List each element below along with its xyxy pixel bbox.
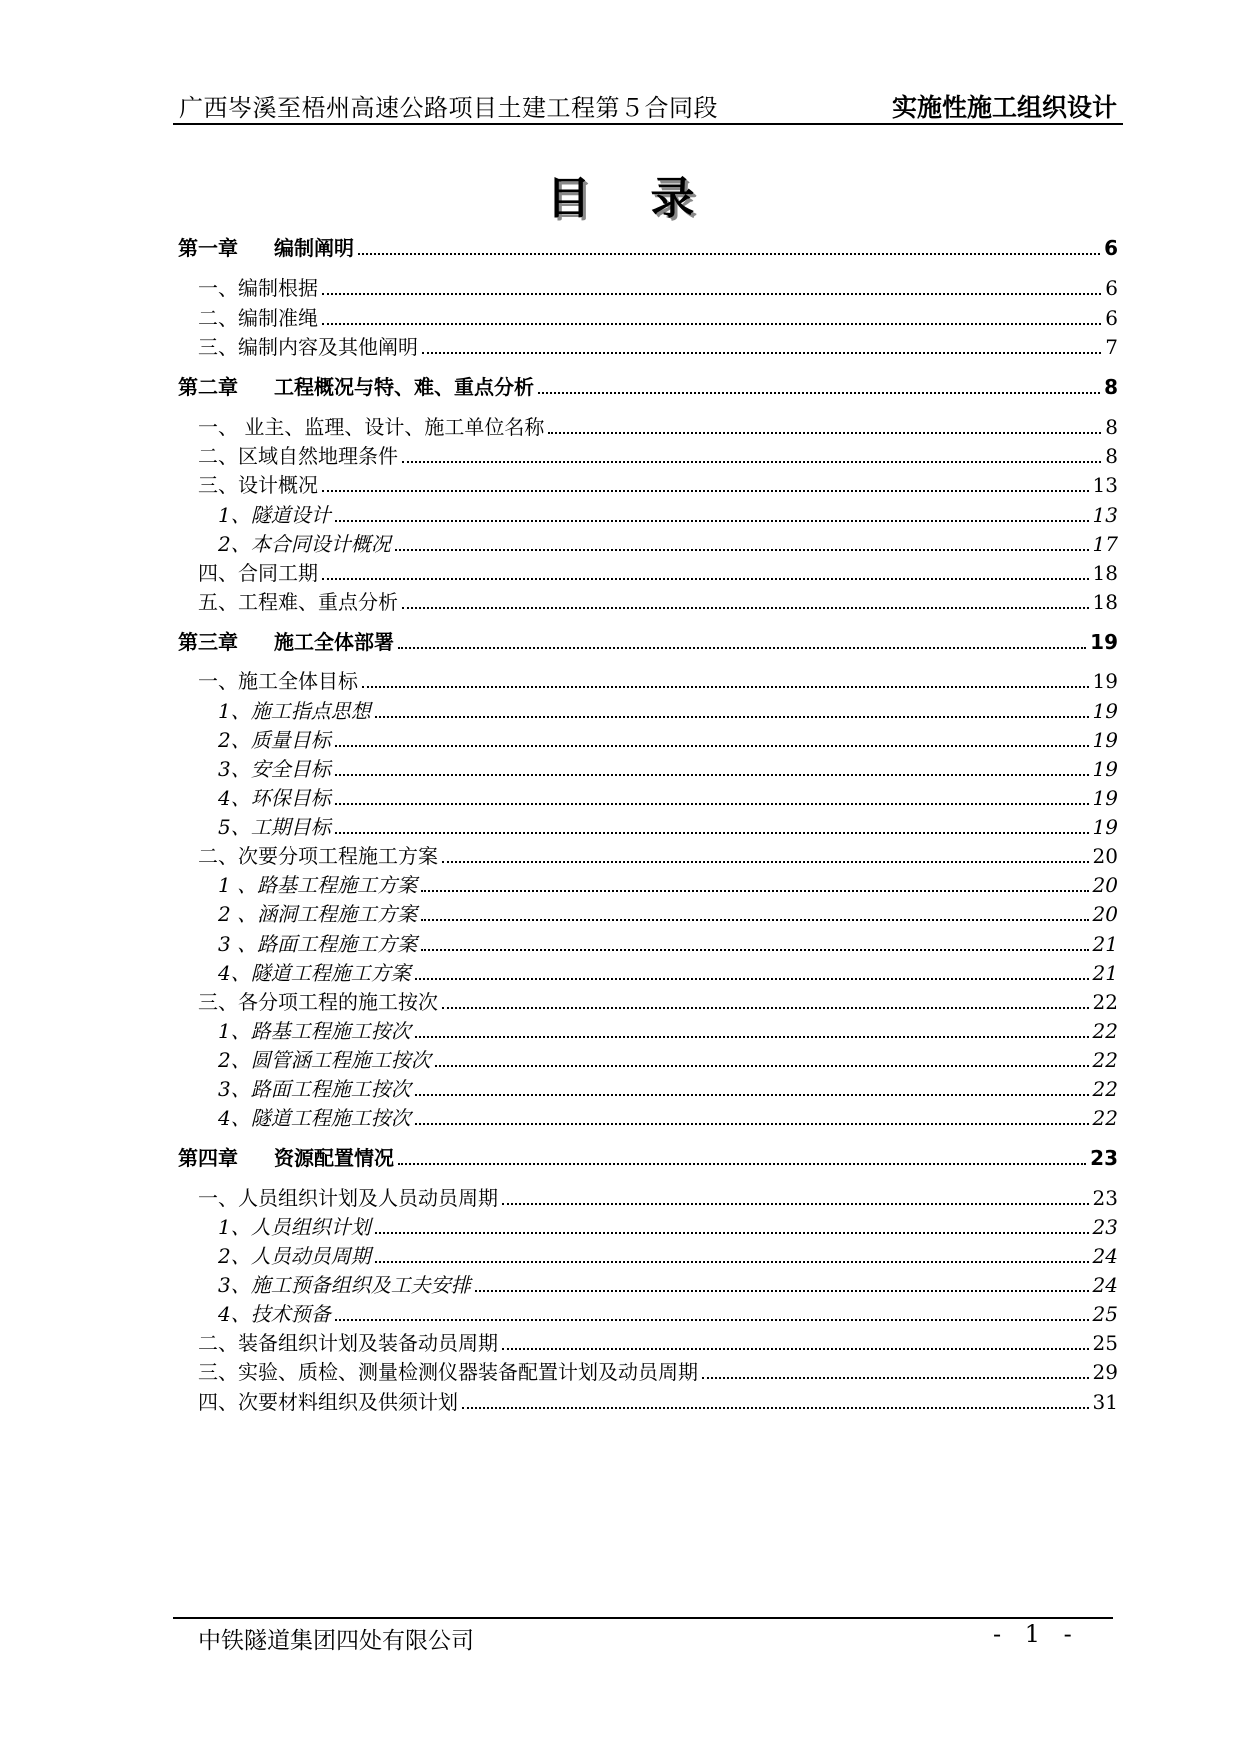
toc-leader-dots bbox=[502, 1347, 1089, 1350]
toc-leader-dots bbox=[415, 1093, 1089, 1096]
toc-leader-dots bbox=[322, 489, 1089, 492]
toc-leader-dots bbox=[335, 831, 1089, 834]
toc-entry-section[interactable] bbox=[178, 1386, 1118, 1414]
toc-entry-item[interactable] bbox=[178, 898, 1118, 926]
toc-page-number: 29 bbox=[1092, 1360, 1118, 1384]
toc-entry-label: 4、隧道工程施工方案 bbox=[218, 961, 411, 985]
toc-chapter-number: 第四章 bbox=[178, 1146, 238, 1170]
toc-entry-label: 三、各分项工程的施工按次 bbox=[198, 990, 438, 1014]
page-title: 目录 bbox=[546, 173, 755, 224]
toc-entry-label bbox=[178, 1146, 394, 1170]
toc-leader-dots bbox=[322, 292, 1101, 295]
toc-entry-label: 1 、路基工程施工方案 bbox=[218, 873, 418, 897]
toc-page-number: 18 bbox=[1092, 561, 1118, 585]
toc-page-number: 18 bbox=[1092, 590, 1118, 614]
toc-leader-dots bbox=[335, 744, 1089, 747]
toc-chapter-title: 资源配置情况 bbox=[274, 1146, 394, 1170]
toc-leader-dots bbox=[415, 977, 1089, 980]
toc-leader-dots bbox=[335, 773, 1089, 776]
toc-entry-label: 三、设计概况 bbox=[198, 473, 318, 497]
toc-entry-label: 二、装备组织计划及装备动员周期 bbox=[198, 1331, 498, 1355]
toc-entry-section[interactable] bbox=[178, 302, 1118, 330]
toc-entry-label: 2、人员动员周期 bbox=[218, 1244, 371, 1268]
toc-entry-label: 三、编制内容及其他阐明 bbox=[198, 335, 418, 359]
toc-entry-item[interactable] bbox=[178, 1044, 1118, 1072]
toc-entry-label: 3、施工预备组织及工夫安排 bbox=[218, 1273, 471, 1297]
toc-entry-label: 2、质量目标 bbox=[218, 728, 331, 752]
toc-page-number: 20 bbox=[1092, 873, 1118, 897]
toc-leader-dots bbox=[375, 715, 1089, 718]
toc-page-number: 22 bbox=[1092, 1077, 1118, 1101]
toc-page-number: 19 bbox=[1092, 815, 1118, 839]
toc-entry-label: 一、 业主、监理、设计、施工单位名称 bbox=[198, 415, 545, 439]
toc-leader-dots bbox=[442, 1006, 1089, 1009]
toc-entry-section[interactable] bbox=[178, 1327, 1118, 1355]
toc-entry-section[interactable] bbox=[178, 411, 1118, 439]
toc-page-number: 23 bbox=[1090, 1146, 1118, 1170]
toc-entry-label: 一、编制根据 bbox=[198, 276, 318, 300]
toc-entry-section[interactable] bbox=[178, 331, 1118, 359]
toc-page-number: 6 bbox=[1105, 276, 1118, 300]
toc-entry-label: 一、施工全体目标 bbox=[198, 669, 358, 693]
toc-entry-label: 1、路基工程施工按次 bbox=[218, 1019, 411, 1043]
toc-entry-item[interactable] bbox=[178, 528, 1118, 556]
toc-entry-label: 二、区域自然地理条件 bbox=[198, 444, 398, 468]
toc-leader-dots bbox=[402, 606, 1089, 609]
toc-page-number: 22 bbox=[1092, 1048, 1118, 1072]
toc-entry-label: 四、次要材料组织及供须计划 bbox=[198, 1390, 458, 1414]
toc-chapter-title: 施工全体部署 bbox=[274, 630, 394, 654]
toc-entry-label: 3、安全目标 bbox=[218, 757, 331, 781]
toc-entry-label: 2 、涵洞工程施工方案 bbox=[218, 902, 418, 926]
toc-entry-section[interactable] bbox=[178, 586, 1118, 614]
toc-page-number: 6 bbox=[1105, 306, 1118, 330]
toc-leader-dots bbox=[421, 948, 1088, 951]
toc-leader-dots bbox=[335, 802, 1089, 805]
toc-page-number: 19 bbox=[1092, 669, 1118, 693]
toc-leader-dots bbox=[538, 391, 1100, 394]
toc-chapter-title: 工程概况与特、难、重点分析 bbox=[274, 375, 534, 399]
toc-entry-section[interactable] bbox=[178, 840, 1118, 868]
toc-page-number: 8 bbox=[1104, 375, 1118, 399]
toc-entry-label: 4、技术预备 bbox=[218, 1302, 331, 1326]
toc-entry-item[interactable] bbox=[178, 957, 1118, 985]
toc-page-number: 31 bbox=[1092, 1390, 1118, 1414]
toc-entry-item[interactable] bbox=[178, 724, 1118, 752]
toc-page-number: 25 bbox=[1092, 1331, 1118, 1355]
toc-entry-label: 二、编制准绳 bbox=[198, 306, 318, 330]
toc-leader-dots bbox=[398, 646, 1086, 649]
toc-page-number: 22 bbox=[1092, 1019, 1118, 1043]
toc-entry-label: 一、人员组织计划及人员动员周期 bbox=[198, 1186, 498, 1210]
footer-company: 中铁隧道集团四处有限公司 bbox=[198, 1628, 474, 1654]
toc-entry-item[interactable] bbox=[178, 811, 1118, 839]
toc-entry-label: 1、施工指点思想 bbox=[218, 699, 371, 723]
toc-leader-dots bbox=[322, 322, 1101, 325]
toc-entry-item[interactable] bbox=[178, 1102, 1118, 1130]
toc-entry-item[interactable] bbox=[178, 1240, 1118, 1268]
toc-entry-section[interactable] bbox=[178, 986, 1118, 1014]
toc-page-number: 19 bbox=[1092, 757, 1118, 781]
toc-entry-label: 5、工期目标 bbox=[218, 815, 331, 839]
toc-page-number: 22 bbox=[1092, 990, 1118, 1014]
toc-chapter-number: 第三章 bbox=[178, 630, 238, 654]
toc-entry-label: 四、合同工期 bbox=[198, 561, 318, 585]
toc-page-number: 19 bbox=[1090, 630, 1118, 654]
toc-entry-label: 五、工程难、重点分析 bbox=[198, 590, 398, 614]
page-header bbox=[173, 88, 1123, 124]
toc-leader-dots bbox=[402, 460, 1101, 463]
toc-chapter-number: 第二章 bbox=[178, 375, 238, 399]
toc-entry-item[interactable] bbox=[178, 928, 1118, 956]
toc-page-number: 19 bbox=[1092, 728, 1118, 752]
toc-leader-dots bbox=[421, 918, 1088, 921]
toc-entry-section[interactable] bbox=[178, 272, 1118, 300]
toc-leader-dots bbox=[322, 577, 1089, 580]
toc-entry-section[interactable] bbox=[178, 440, 1118, 468]
toc-entry-item[interactable] bbox=[178, 1298, 1118, 1326]
toc-page-number: 19 bbox=[1092, 786, 1118, 810]
header-document-type: 实施性施工组织设计 bbox=[891, 93, 1117, 122]
toc-entry-item[interactable] bbox=[178, 499, 1118, 527]
header-project-name: 广西岑溪至梧州高速公路项目土建工程第５合同段 bbox=[179, 94, 718, 122]
toc-chapter-number: 第一章 bbox=[178, 236, 238, 260]
toc-entry-label: 三、实验、质检、测量检测仪器装备配置计划及动员周期 bbox=[198, 1360, 698, 1384]
toc-entry-label bbox=[178, 375, 534, 399]
footer-page-number: - 1 - bbox=[993, 1620, 1080, 1648]
toc-entry-label: 3 、路面工程施工方案 bbox=[218, 932, 418, 956]
toc-leader-dots bbox=[502, 1202, 1089, 1205]
toc-leader-dots bbox=[442, 860, 1089, 863]
toc-page-number: 8 bbox=[1105, 444, 1118, 468]
toc-page-number: 19 bbox=[1092, 699, 1118, 723]
toc-leader-dots bbox=[421, 889, 1088, 892]
toc-entry-section[interactable] bbox=[178, 469, 1118, 497]
toc-page-number: 7 bbox=[1105, 335, 1118, 359]
toc-entry-item[interactable] bbox=[178, 695, 1118, 723]
toc-entry-label: 二、次要分项工程施工方案 bbox=[198, 844, 438, 868]
toc-entry-item[interactable] bbox=[178, 1073, 1118, 1101]
toc-leader-dots bbox=[702, 1376, 1089, 1379]
toc-leader-dots bbox=[335, 519, 1089, 522]
toc-page-number: 20 bbox=[1092, 902, 1118, 926]
toc-entry-section[interactable] bbox=[178, 1182, 1118, 1210]
toc-entry-chapter[interactable] bbox=[178, 371, 1118, 399]
toc-leader-dots bbox=[422, 351, 1101, 354]
toc-page-number: 24 bbox=[1092, 1244, 1118, 1268]
toc-leader-dots bbox=[395, 548, 1089, 551]
toc-page-number: 6 bbox=[1104, 236, 1118, 260]
toc-leader-dots bbox=[358, 252, 1100, 255]
toc-page-number: 21 bbox=[1092, 961, 1118, 985]
toc-page-number: 13 bbox=[1092, 473, 1118, 497]
toc-page-number: 17 bbox=[1092, 532, 1118, 556]
toc-page-number: 25 bbox=[1092, 1302, 1118, 1326]
toc-page-number: 23 bbox=[1092, 1215, 1118, 1239]
toc-page-number: 24 bbox=[1092, 1273, 1118, 1297]
toc-leader-dots bbox=[398, 1162, 1086, 1165]
toc-entry-item[interactable] bbox=[178, 782, 1118, 810]
toc-entry-label: 4、环保目标 bbox=[218, 786, 331, 810]
toc-leader-dots bbox=[462, 1406, 1089, 1409]
toc-entry-item[interactable] bbox=[178, 1269, 1118, 1297]
toc-entry-chapter[interactable] bbox=[178, 232, 1118, 260]
footer-rule bbox=[173, 1617, 1113, 1619]
toc-entry-label: 1、隧道设计 bbox=[218, 503, 331, 527]
toc-entry-label: 2、本合同设计概况 bbox=[218, 532, 391, 556]
toc-entry-item[interactable] bbox=[178, 1015, 1118, 1043]
toc-leader-dots bbox=[475, 1289, 1089, 1292]
header-rule bbox=[173, 123, 1123, 125]
toc-entry-label: 4、隧道工程施工按次 bbox=[218, 1106, 411, 1130]
toc-entry-section[interactable] bbox=[178, 1356, 1118, 1384]
toc-leader-dots bbox=[415, 1035, 1089, 1038]
toc-leader-dots bbox=[362, 685, 1089, 688]
toc-entry-section[interactable] bbox=[178, 665, 1118, 693]
toc-entry-label: 1、人员组织计划 bbox=[218, 1215, 371, 1239]
toc-leader-dots bbox=[415, 1122, 1089, 1125]
toc-page-number: 8 bbox=[1105, 415, 1118, 439]
toc-entry-label bbox=[178, 630, 394, 654]
toc-entry-label: 3、路面工程施工按次 bbox=[218, 1077, 411, 1101]
toc-entry-label: 2、圆管涵工程施工按次 bbox=[218, 1048, 431, 1072]
toc-entry-section[interactable] bbox=[178, 557, 1118, 585]
toc-page-number: 23 bbox=[1092, 1186, 1118, 1210]
toc-page-number: 20 bbox=[1092, 844, 1118, 868]
toc-entry-label bbox=[178, 236, 354, 260]
toc-chapter-title: 编制阐明 bbox=[274, 236, 354, 260]
toc-leader-dots bbox=[375, 1260, 1089, 1263]
toc-page-number: 22 bbox=[1092, 1106, 1118, 1130]
toc-leader-dots bbox=[375, 1231, 1089, 1234]
toc-entry-chapter[interactable] bbox=[178, 1142, 1118, 1170]
toc-entry-item[interactable] bbox=[178, 1211, 1118, 1239]
toc-leader-dots bbox=[335, 1318, 1089, 1321]
toc-entry-item[interactable] bbox=[178, 753, 1118, 781]
toc-page-number: 13 bbox=[1092, 503, 1118, 527]
toc-page-number: 21 bbox=[1092, 932, 1118, 956]
toc-entry-item[interactable] bbox=[178, 869, 1118, 897]
toc-leader-dots bbox=[435, 1064, 1089, 1067]
toc-entry-chapter[interactable] bbox=[178, 626, 1118, 654]
toc-leader-dots bbox=[548, 431, 1101, 434]
